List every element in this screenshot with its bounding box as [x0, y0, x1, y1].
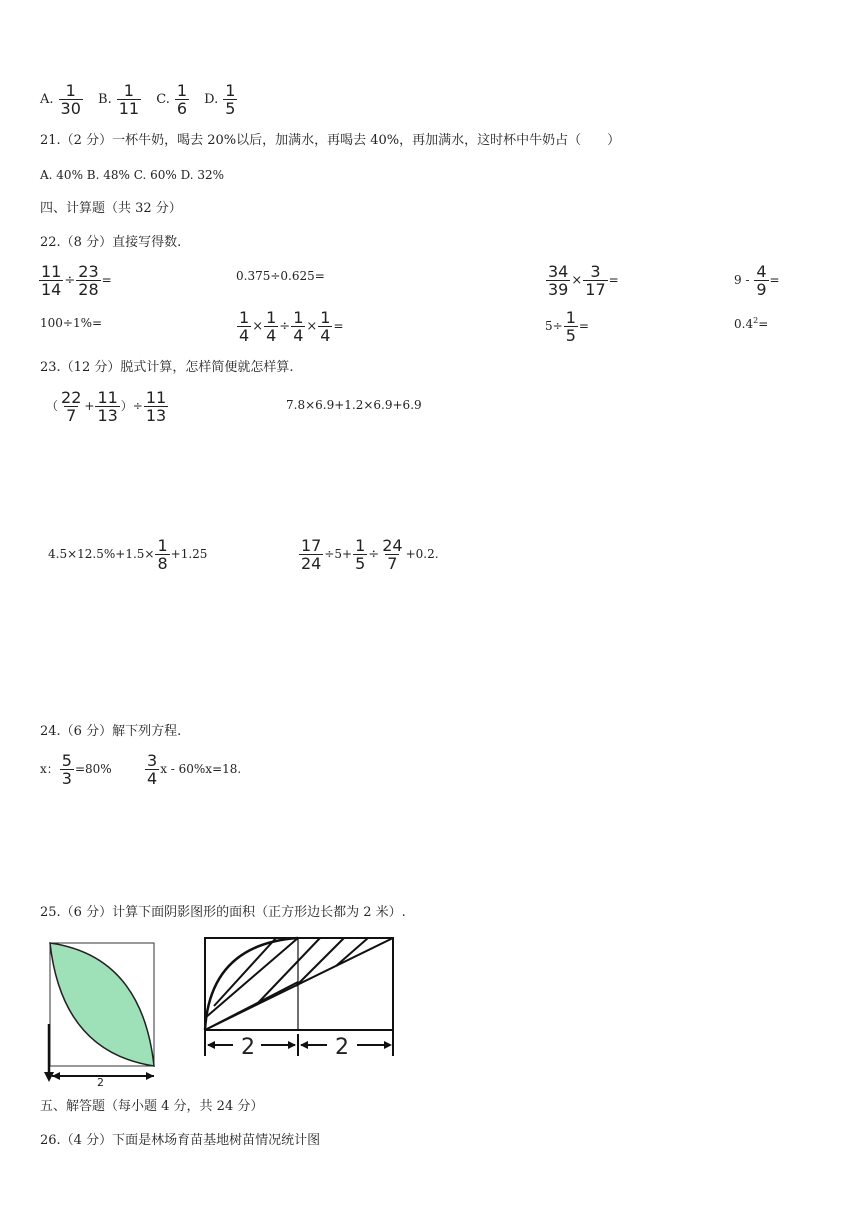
- fraction: $\frac{17}{24}$: [301, 536, 322, 573]
- fraction: $\frac{1}{5}$: [225, 81, 236, 118]
- q22-item-h: $0.4^2=$: [734, 316, 769, 331]
- fraction: $\frac{1}{5}$: [355, 536, 366, 573]
- q24-text: 24.（6 分）解下列方程.: [40, 724, 182, 739]
- q25-text: 25.（6 分）计算下面阴影图形的面积（正方形边长都为 2 米）.: [40, 905, 406, 920]
- q22-item-a: $\frac{11}{14}$ ÷ $\frac{23}{28}$ =: [41, 262, 112, 299]
- q21-text: 21.（2 分）一杯牛奶，喝去 20%以后，加满水，再喝去 40%，再加满水，这时杯中牛奶占（ ）: [40, 133, 621, 148]
- q22-item-e: 100÷1%=: [40, 316, 103, 330]
- arc-curve: [205, 938, 298, 1030]
- q22-item-f: $\frac{1}{4}$ × $\frac{1}{4}$ ÷ $\frac{1}{4}$ × $\frac{1}{4}$ =: [239, 308, 344, 345]
- q20-option-d: D. $\frac{1}{5}$: [204, 81, 236, 118]
- fraction: $\frac{1}{4}$: [293, 308, 304, 345]
- arrow-right-icon: [384, 1041, 392, 1049]
- q24-equation-2: $\frac{3}{4}$ x - 60%x=18.: [147, 751, 242, 788]
- shaded-leaf: [50, 943, 154, 1066]
- fraction: $\frac{24}{7}$: [382, 536, 403, 573]
- fraction: $\frac{11}{14}$: [41, 262, 62, 299]
- dimension-label: 2: [97, 1076, 104, 1086]
- q22-item-b: 0.375÷0.625=: [236, 269, 325, 283]
- fraction: $\frac{11}{13}$: [145, 388, 167, 425]
- fraction: $\frac{1}{8}$: [157, 536, 168, 573]
- fraction: $\frac{1}{6}$: [176, 81, 188, 118]
- hatch-line: [296, 938, 344, 986]
- q20-option-a: A. $\frac{1}{30}$: [40, 81, 81, 118]
- arrow-right-icon: [146, 1072, 154, 1080]
- arrow-left-icon: [207, 1041, 215, 1049]
- arrow-right-icon: [288, 1041, 296, 1049]
- dimension-label: 2: [241, 1035, 255, 1060]
- fraction: $\frac{1}{4}$: [320, 308, 331, 345]
- q20-option-b: B. $\frac{1}{11}$: [98, 81, 140, 118]
- fraction: $\frac{1}{30}$: [60, 81, 81, 118]
- fraction: $\frac{1}{4}$: [266, 308, 277, 345]
- fraction: $\frac{23}{28}$: [78, 262, 99, 299]
- dimension-label: 2: [335, 1035, 349, 1060]
- fraction: $\frac{1}{4}$: [239, 308, 250, 345]
- q23-text: 23.（12 分）脱式计算，怎样简便就怎样算.: [40, 360, 294, 375]
- q23-expr-3: 4.5×12.5%+1.5× $\frac{1}{8}$ +1.25: [48, 536, 208, 573]
- q25-figure-1: [40, 936, 166, 1086]
- q25-figure-2: [196, 930, 400, 1064]
- q23-expr-4: $\frac{17}{24}$ ÷5+ $\frac{1}{5}$ ÷ $\frac{24}{7}$ +0.2.: [301, 536, 439, 573]
- q23-expr-1: （ $\frac{22}{7}$ + $\frac{11}{13}$ ）÷ $\frac{11}{13}$: [46, 388, 167, 425]
- fraction: $\frac{3}{17}$: [585, 262, 606, 299]
- fraction: $\frac{1}{5}$: [565, 308, 576, 345]
- q22-item-d: 9 - $\frac{4}{9}$ =: [734, 262, 780, 299]
- q22-text: 22.（8 分）直接写得数.: [40, 235, 182, 250]
- fraction: $\frac{22}{7}$: [61, 388, 82, 425]
- fraction: $\frac{3}{4}$: [147, 751, 158, 788]
- q26-text: 26.（4 分）下面是林场育苗基地树苗情况统计图: [40, 1133, 321, 1148]
- q20-option-c: C. $\frac{1}{6}$: [156, 81, 188, 118]
- q20-options: [40, 82, 248, 117]
- q22-item-c: $\frac{34}{39}$ × $\frac{3}{17}$ =: [548, 262, 619, 299]
- fraction: $\frac{1}{11}$: [118, 81, 140, 118]
- section-4-heading: 四、计算题（共 32 分）: [40, 201, 182, 216]
- q23-expr-2: 7.8×6.9+1.2×6.9+6.9: [286, 398, 422, 412]
- q24-equation-1: x： $\frac{5}{3}$ =80%: [40, 751, 112, 788]
- arrow-left-icon: [300, 1041, 308, 1049]
- q21-options: A. 40% B. 48% C. 60% D. 32%: [40, 168, 225, 182]
- fraction: $\frac{5}{3}$: [61, 751, 72, 788]
- section-5-heading: 五、解答题（每小题 4 分，共 24 分）: [40, 1099, 264, 1114]
- fraction: $\frac{4}{9}$: [756, 262, 767, 299]
- q22-item-g: 5÷ $\frac{1}{5}$ =: [545, 308, 589, 345]
- fraction: $\frac{11}{13}$: [97, 388, 118, 425]
- fraction: $\frac{34}{39}$: [548, 262, 569, 299]
